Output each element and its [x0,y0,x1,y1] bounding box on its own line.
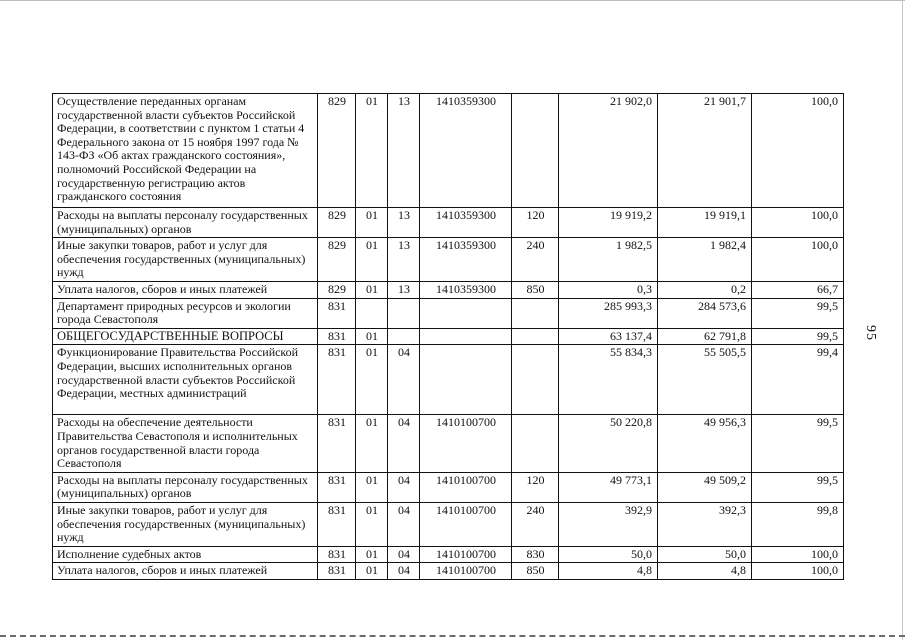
table-row [53,94,844,208]
row-subsection-code: 13 [388,208,420,238]
row-target-article: 1410359300 [420,208,512,238]
row-fact-amount: 62 791,8 [658,328,752,345]
budget-expenditure-table [52,93,844,580]
row-grbs-code: 831 [318,502,356,546]
row-subsection-code: 04 [388,546,420,563]
row-expense-type: 240 [512,238,559,282]
table-row [53,472,844,502]
row-section-code: 01 [356,281,388,298]
row-expense-type [512,345,559,415]
row-plan-amount: 21 902,0 [559,94,658,208]
row-target-article: 1410100700 [420,472,512,502]
row-plan-amount: 285 993,3 [559,298,658,328]
row-fact-amount: 55 505,5 [658,345,752,415]
row-percent: 99,8 [752,502,844,546]
row-grbs-code: 831 [318,563,356,580]
row-fact-amount: 0,2 [658,281,752,298]
row-subsection-code: 04 [388,502,420,546]
row-plan-amount: 1 982,5 [559,238,658,282]
row-fact-amount: 1 982,4 [658,238,752,282]
row-name: Осуществление переданных органам государственной власти субъектов Российской Федерации, в соответствии с пунктом 1 статьи 4 Федерального закона от 15 ноября 1997 года № 143-ФЗ «Об актах гражданского состояния», полномочий Российской Федерации на государственную регистрацию актов гражданского состояния [53,94,318,208]
table-row [53,546,844,563]
row-expense-type [512,94,559,208]
row-name: Расходы на обеспечение деятельности Правительства Севастополя и исполнительных органов государственной власти города Севастополя [53,415,318,472]
row-target-article [420,328,512,345]
row-plan-amount: 50,0 [559,546,658,563]
row-name: Расходы на выплаты персоналу государственных (муниципальных) органов [53,208,318,238]
row-plan-amount: 50 220,8 [559,415,658,472]
table-row [53,281,844,298]
row-percent: 66,7 [752,281,844,298]
row-grbs-code: 831 [318,472,356,502]
row-grbs-code: 829 [318,281,356,298]
row-target-article: 1410100700 [420,546,512,563]
row-section-code: 01 [356,94,388,208]
row-grbs-code: 831 [318,415,356,472]
table-body [53,94,844,580]
row-target-article: 1410359300 [420,281,512,298]
row-name: Функционирование Правительства Российской Федерации, высших исполнительных органов государственной власти субъектов Российской Федерации, местных администраций [53,345,318,415]
row-percent: 100,0 [752,546,844,563]
row-percent: 99,5 [752,298,844,328]
row-name: Иные закупки товаров, работ и услуг для обеспечения государственных (муниципальных) нужд [53,238,318,282]
row-name: Уплата налогов, сборов и иных платежей [53,281,318,298]
row-subsection-code: 13 [388,238,420,282]
page-top-edge [0,0,905,5]
row-grbs-code: 829 [318,94,356,208]
row-plan-amount: 49 773,1 [559,472,658,502]
row-expense-type: 120 [512,208,559,238]
row-subsection-code [388,298,420,328]
row-expense-type [512,298,559,328]
row-subsection-code: 13 [388,94,420,208]
row-name: Уплата налогов, сборов и иных платежей [53,563,318,580]
table-row [53,328,844,345]
row-name: Расходы на выплаты персоналу государственных (муниципальных) органов [53,472,318,502]
table-row [53,502,844,546]
row-expense-type: 850 [512,563,559,580]
row-target-article: 1410100700 [420,563,512,580]
row-plan-amount: 63 137,4 [559,328,658,345]
row-section-code: 01 [356,563,388,580]
row-target-article: 1410359300 [420,94,512,208]
row-fact-amount: 19 919,1 [658,208,752,238]
row-expense-type: 830 [512,546,559,563]
row-section-code: 01 [356,546,388,563]
row-subsection-code: 04 [388,563,420,580]
row-expense-type [512,415,559,472]
row-target-article: 1410100700 [420,415,512,472]
row-subsection-code [388,328,420,345]
row-target-article [420,345,512,415]
row-percent: 99,5 [752,472,844,502]
row-fact-amount: 284 573,6 [658,298,752,328]
row-fact-amount: 21 901,7 [658,94,752,208]
row-percent: 99,5 [752,415,844,472]
row-target-article [420,298,512,328]
row-fact-amount: 49 509,2 [658,472,752,502]
row-section-code: 01 [356,502,388,546]
row-expense-type [512,328,559,345]
table-row [53,298,844,328]
row-percent: 100,0 [752,563,844,580]
row-percent: 100,0 [752,208,844,238]
page-number: 95 [863,325,878,341]
row-section-code: 01 [356,328,388,345]
table-row [53,345,844,415]
row-target-article: 1410100700 [420,502,512,546]
row-percent: 99,5 [752,328,844,345]
row-subsection-code: 04 [388,415,420,472]
row-name: Иные закупки товаров, работ и услуг для обеспечения государственных (муниципальных) нужд [53,502,318,546]
row-fact-amount: 392,3 [658,502,752,546]
row-plan-amount: 392,9 [559,502,658,546]
row-name: Департамент природных ресурсов и экологии города Севастополя [53,298,318,328]
row-grbs-code: 831 [318,345,356,415]
row-section-code: 01 [356,415,388,472]
row-subsection-code: 13 [388,281,420,298]
row-grbs-code: 829 [318,238,356,282]
row-plan-amount: 0,3 [559,281,658,298]
row-target-article: 1410359300 [420,238,512,282]
row-percent: 100,0 [752,238,844,282]
row-plan-amount: 4,8 [559,563,658,580]
row-fact-amount: 50,0 [658,546,752,563]
row-grbs-code: 831 [318,298,356,328]
table-row [53,208,844,238]
row-section-code [356,298,388,328]
table-row [53,563,844,580]
row-grbs-code: 831 [318,328,356,345]
row-section-code: 01 [356,208,388,238]
row-grbs-code: 829 [318,208,356,238]
row-section-code: 01 [356,472,388,502]
row-subsection-code: 04 [388,472,420,502]
row-fact-amount: 49 956,3 [658,415,752,472]
row-name: Исполнение судебных актов [53,546,318,563]
row-plan-amount: 55 834,3 [559,345,658,415]
row-fact-amount: 4,8 [658,563,752,580]
row-section-code: 01 [356,238,388,282]
row-expense-type: 240 [512,502,559,546]
row-subsection-code: 04 [388,345,420,415]
row-name: ОБЩЕГОСУДАРСТВЕННЫЕ ВОПРОСЫ [53,328,318,345]
row-percent: 100,0 [752,94,844,208]
row-expense-type: 850 [512,281,559,298]
table-row [53,415,844,472]
row-expense-type: 120 [512,472,559,502]
row-plan-amount: 19 919,2 [559,208,658,238]
row-section-code: 01 [356,345,388,415]
page-bottom-dashed-edge [0,635,905,637]
table-row [53,238,844,282]
row-percent: 99,4 [752,345,844,415]
row-grbs-code: 831 [318,546,356,563]
page-right-edge [902,0,903,640]
